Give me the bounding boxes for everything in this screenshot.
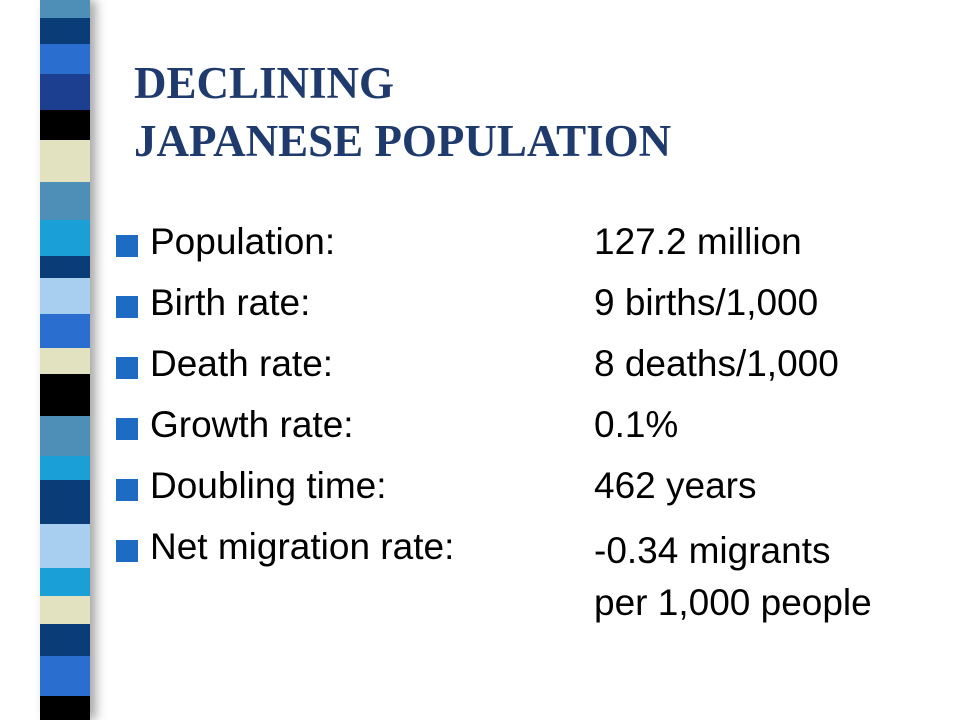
square-bullet-icon [116,357,138,379]
square-bullet-icon [116,235,138,257]
bullet-label: Birth rate: [150,282,311,323]
bullet-value: 8 deaths/1,000 [594,343,839,384]
square-bullet-icon [116,540,138,562]
square-bullet-icon [116,418,138,440]
bullet-label: Population: [150,221,336,262]
bullet-value [594,525,872,629]
title-line-2: JAPANESE POPULATION [134,116,672,166]
bullet-value: 0.1% [594,404,679,445]
bullet-value: 9 births/1,000 [594,282,819,323]
bullet-label: Net migration rate: [150,526,455,567]
bullet-label: Death rate: [150,343,334,384]
bullet-value-line-2: per 1,000 people [594,582,872,623]
bullet-value: 462 years [594,465,757,506]
bullet-label: Doubling time: [150,465,387,506]
square-bullet-icon [116,479,138,501]
bullet-value: 127.2 million [594,221,802,262]
decorative-stripe-band [40,0,90,720]
title-line-1: DECLINING [134,58,395,108]
bullet-label: Growth rate: [150,404,354,445]
square-bullet-icon [116,296,138,318]
bullet-value-line-1: -0.34 migrants [594,530,831,571]
slide-title [134,54,671,170]
